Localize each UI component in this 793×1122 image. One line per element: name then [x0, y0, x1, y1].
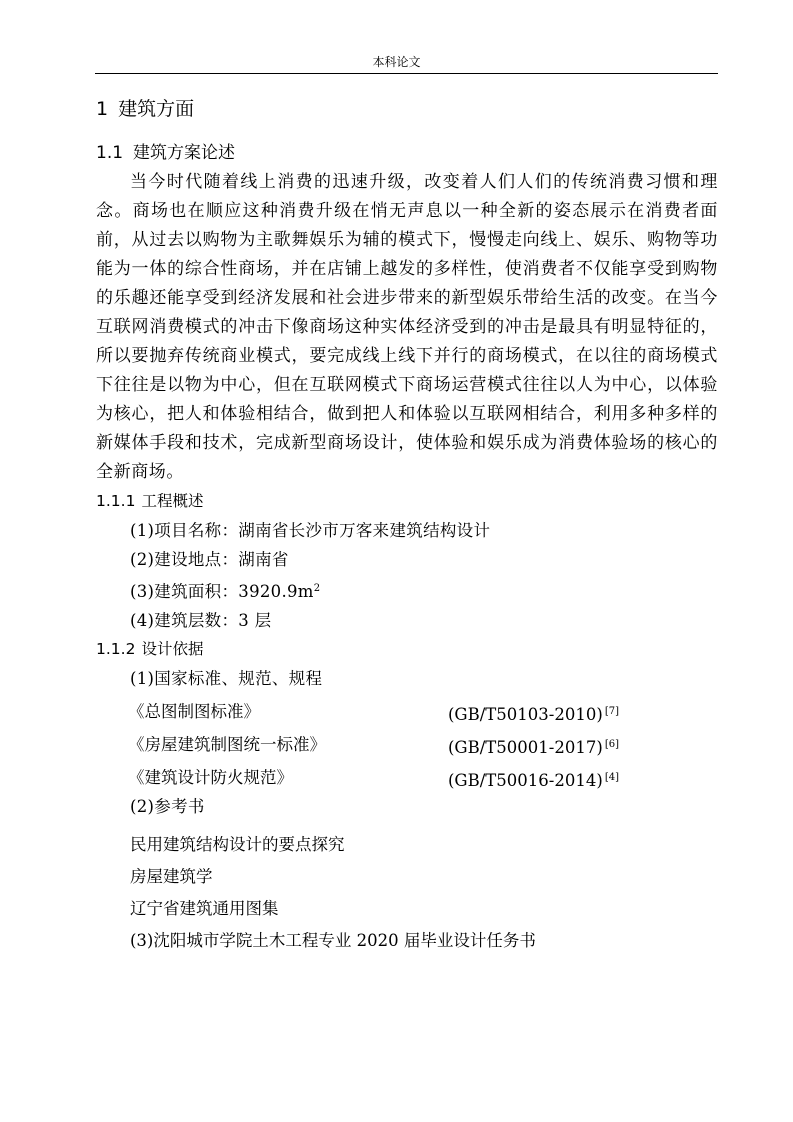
intro-paragraph: 当今时代随着线上消费的迅速升级，改变着人们人们的传统消费习惯和理念。商场也在顺应这种消费升级在悄无声息以一种全新的姿态展示在消费者面前，从过去以购物为主歌舞娱乐为辅的模式下，慢慢走向线上、娱乐、购物等功能为一体的综合性商场，并在店铺上越发的多样性，使消费者不仅能享受到购物的乐趣还能享受到经济发展和社会进步带来的新型娱乐带给生活的改变。在当今互联网消费模式的冲击下像商场这种实体经济受到的冲击是最具有明显特征的，所以要抛弃传统商业模式，要完成线上线下并行的商场模式，在以往的商场模式下往往是以物为中心，但在互联网模式下商场运营模式往往以人为中心，以体验为核心，把人和体验相结合，做到把人和体验以互联网相结合，利用多种多样的新媒体手段和技术，完成新型商场设计，使体验和娱乐成为消费体验场的核心的全新商场。: [96, 172, 718, 482]
location-item: (2)建设地点：湖南省: [130, 550, 289, 569]
project-name-item: (1)项目名称：湖南省长沙市万客来建筑结构设计: [130, 521, 491, 540]
standard-code: [448, 730, 619, 762]
area-item: [96, 574, 718, 606]
chapter-number: 1: [96, 98, 109, 120]
standards-heading-item: (1)国家标准、规范、规程: [130, 669, 323, 688]
task-document-item: (3)沈阳城市学院土木工程专业 2020 届毕业设计任务书: [130, 931, 536, 950]
running-header: 本科论文: [372, 55, 421, 69]
section-heading: [96, 140, 718, 166]
area-superscript: 2: [313, 583, 321, 594]
floors-item: (4)建筑层数：3 层: [130, 611, 272, 630]
header-divider: [95, 73, 718, 74]
subsection-title: 设计依据: [141, 640, 204, 658]
standard-row: [96, 730, 718, 759]
standard-title: 《建筑设计防火规范》: [128, 768, 293, 787]
subsection-heading-overview: [96, 487, 718, 516]
standard-code-text: (GB/T50103-2010): [448, 705, 603, 724]
chapter-heading: [96, 94, 718, 124]
citation-ref: [6]: [604, 739, 619, 750]
chapter-title: 建筑方面: [118, 98, 195, 120]
reference-book: 辽宁省建筑通用图集: [130, 899, 279, 918]
reference-book: 民用建筑结构设计的要点探究: [130, 835, 345, 854]
subsection-number: 1.1.2: [96, 640, 136, 658]
document-body: [96, 94, 718, 955]
reference-book: 房屋建筑学: [130, 867, 213, 886]
standard-code-text: (GB/T50001-2017): [448, 738, 603, 757]
section-number: 1.1: [96, 143, 124, 163]
subsection-heading-basis: [96, 635, 718, 664]
standard-row: [96, 697, 718, 726]
reference-books-item: (2)参考书: [130, 797, 205, 816]
section-title: 建筑方案论述: [133, 143, 236, 163]
standard-row: [96, 763, 718, 792]
subsection-title: 工程概述: [141, 492, 204, 510]
standard-code: [448, 763, 619, 795]
standard-code: [448, 697, 619, 729]
standard-title: 《房屋建筑制图统一标准》: [128, 735, 326, 754]
subsection-number: 1.1.1: [96, 492, 136, 510]
citation-ref: [4]: [604, 772, 619, 783]
standard-code-text: (GB/T50016-2014): [448, 771, 603, 790]
area-text: (3)建筑面积：3920.9m: [130, 582, 314, 601]
citation-ref: [7]: [604, 706, 619, 717]
standard-title: 《总图制图标准》: [128, 702, 260, 721]
